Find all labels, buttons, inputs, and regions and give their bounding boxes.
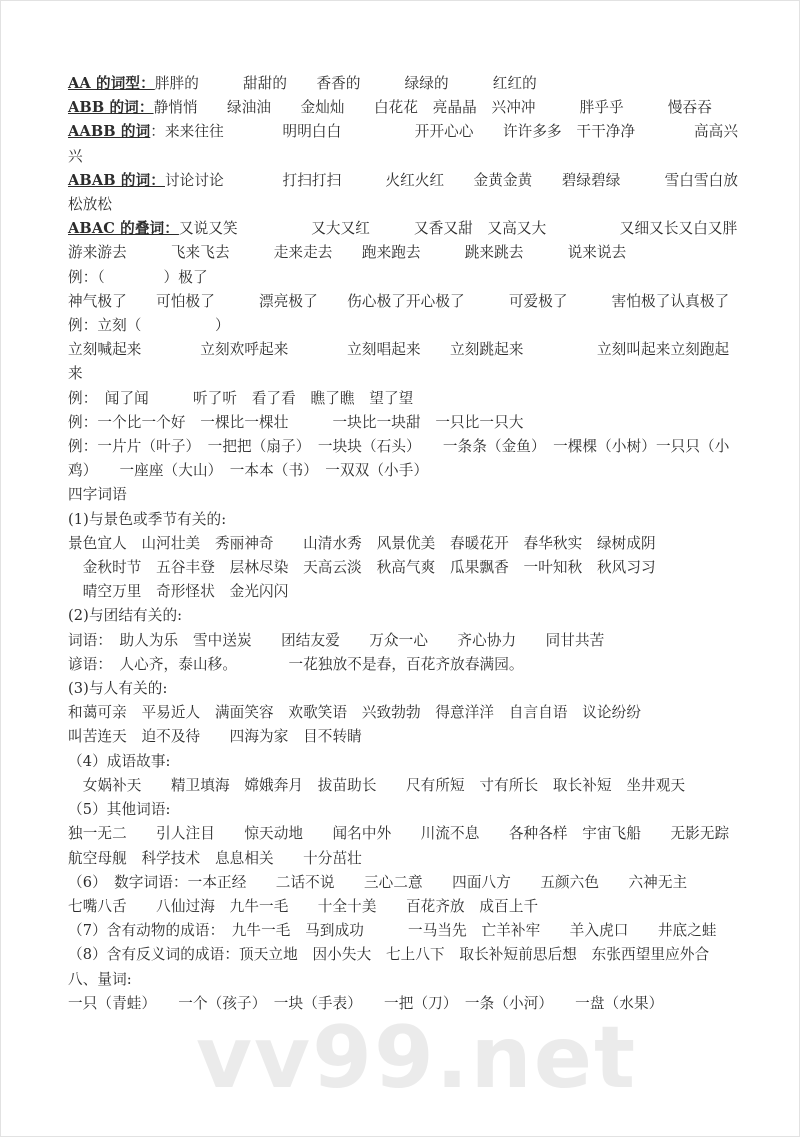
text-line [68,338,740,386]
line-text: ：来来往往 明明白白 开开心心 许许多多 干干净净 高高兴兴 [68,123,739,165]
text-line [68,822,740,846]
line-text: 金秋时节 五谷丰登 层林尽染 天高云淡 秋高气爽 瓜果飘香 一叶知秋 秋风习习 [68,559,656,577]
text-line [68,919,740,943]
line-text: 叫苦连天 迫不及待 四海为家 目不转睛 [68,728,362,746]
line-text: 四字词语 [68,486,127,504]
line-text: 一只（青蛙） 一个（孩子） 一块（手表） 一把（刀） 一条（小河） 一盘（水果） [68,994,664,1012]
line-text: （5）其他词语: [68,801,171,819]
line-text: 独一无二 引人注目 惊天动地 闻名中外 川流不息 各种各样 宇宙飞船 无影无踪 [68,825,730,843]
document-body [68,72,740,1016]
text-line [68,290,740,314]
text-line [68,992,740,1016]
line-text: 航空母舰 科学技术 息息相关 十分茁壮 [68,849,362,867]
line-text: 八、量词: [68,970,132,988]
text-line [68,532,740,556]
line-text: 景色宜人 山河壮美 秀丽神奇 山清水秀 风景优美 春暖花开 春华秋实 绿树成阴 [68,534,656,552]
text-line [68,653,740,677]
text-line [68,847,740,871]
text-line [68,411,740,435]
line-label: AABB 的词 [68,123,151,141]
text-line [68,774,740,798]
text-line [68,580,740,604]
line-text: 胖胖的 甜甜的 香香的 绿绿的 红红的 [154,75,537,92]
line-text: 例：一个比一个好 一棵比一棵壮 一块比一块甜 一只比一只大 [68,413,524,431]
text-line [68,169,740,217]
line-text: 讨论讨论 打扫打扫 火红火红 金黄金黄 碧绿碧绿 雪白雪白放松放松 [68,171,739,214]
line-text: 晴空万里 奇形怪状 金光闪闪 [68,583,289,601]
text-line [68,96,740,120]
line-text: 又说又笑 又大又红 又香又甜 又高又大 又细又长又白又胖 [178,220,738,238]
line-text: (1)与景色或季节有关的: [68,510,227,528]
line-text: （8）含有反义词的成语：顶天立地 因小失大 七上八下 取长补短前思后想 东张西望里应外合 [68,946,710,964]
line-text: 女娲补天 精卫填海 嫦娥奔月 拔苗助长 尺有所短 寸有所长 取长补短 坐井观天 [68,776,686,794]
text-line [68,314,740,338]
text-line [68,871,740,919]
line-text: 立刻喊起来 立刻欢呼起来 立刻唱起来 立刻跳起来 立刻叫起来立刻跑起来 [68,341,730,383]
text-line [68,725,740,749]
line-label: ABAB 的词： [68,171,165,189]
subsection-heading [68,750,740,774]
line-label: ABAC 的叠词： [68,220,179,238]
text-line [68,943,740,967]
line-text: 例：立刻（ ） [68,317,230,335]
line-text: 例： 闻了闻 听了听 看了看 瞧了瞧 望了望 [68,389,414,407]
line-text: （6） 数字词语：一本正经 二话不说 三心二意 四面八方 五颜六色 六神无主 七嘴八舌 八仙过海 九牛一毛 十全十美 百花齐放 成百上千 [68,873,732,915]
line-label: AA 的词型： [68,75,155,92]
section-heading [68,483,740,507]
line-text: (3)与人有关的: [68,680,168,698]
line-text: (2)与团结有关的: [68,607,183,625]
text-line [68,387,740,411]
text-line [68,241,740,265]
text-line [68,629,740,653]
subsection-heading [68,798,740,822]
line-text: （7）含有动物的成语： 九牛一毛 马到成功 一马当先 亡羊补牢 羊入虎口 井底之蛙 [68,922,717,940]
line-text: 例：一片片（叶子） 一把把（扇子） 一块块（石头） 一条条（金鱼） 一棵棵（小树）一只只（小鸡） 一座座（大山） 一本本（书） 一双双（小手） [68,438,730,480]
subsection-heading [68,508,740,532]
text-line [68,120,740,168]
line-label: ABB 的词： [68,99,154,117]
line-text: 静悄悄 绿油油 金灿灿 白花花 亮晶晶 兴冲冲 胖乎乎 慢吞吞 [153,99,712,117]
text-line [68,72,740,96]
subsection-heading [68,604,740,628]
site-watermark: vv99.net [196,1008,638,1108]
line-text: 例：（ ）极了 [68,268,208,286]
text-line [68,556,740,580]
line-text: 游来游去 飞来飞去 走来走去 跑来跑去 跳来跳去 说来说去 [68,244,627,262]
line-text: （4）成语故事: [68,752,171,770]
line-text: 神气极了 可怕极了 漂亮极了 伤心极了开心极了 可爱极了 害怕极了认真极了 [68,292,730,310]
line-text: 词语： 助人为乐 雪中送炭 团结友爱 万众一心 齐心协力 同甘共苦 [68,631,605,649]
section-heading [68,968,740,992]
subsection-heading [68,677,740,701]
text-line [68,701,740,725]
text-line [68,217,740,241]
text-line [68,266,740,290]
line-text: 和蔼可亲 平易近人 满面笑容 欢歌笑语 兴致勃勃 得意洋洋 自言自语 议论纷纷 [68,704,642,722]
text-line [68,435,740,483]
line-text: 谚语： 人心齐，泰山移。 一花独放不是春，百花齐放春满园。 [68,655,524,673]
